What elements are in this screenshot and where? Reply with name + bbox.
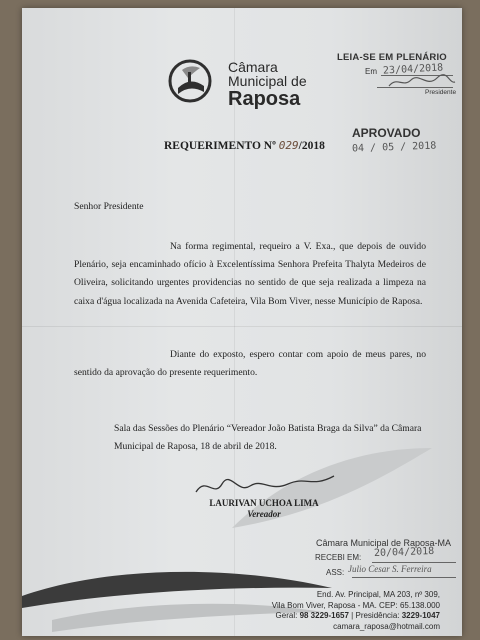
salutation: Senhor Presidente bbox=[74, 201, 144, 212]
stamp-recebido-ass-label: ASS: bbox=[326, 568, 345, 577]
stamp-plenario-sign-line bbox=[377, 87, 453, 88]
org-name bbox=[228, 60, 307, 109]
stamp-aprovado-date: 04 / 05 / 2018 bbox=[351, 140, 437, 155]
footer-pres-phone: 3229-1047 bbox=[401, 611, 440, 620]
footer-address-line1: End. Av. Principal, MA 203, nº 309, bbox=[316, 590, 440, 599]
footer-address-line2: Vila Bom Viver, Raposa - MA. CEP: 65.138.000 bbox=[271, 600, 440, 610]
org-name-line1: Câmara bbox=[228, 59, 278, 75]
stamp-recebido-title: Câmara Municipal de Raposa-MA bbox=[316, 538, 452, 548]
stamp-plenario-em-label: Em bbox=[365, 67, 377, 76]
signer-name: LAURIVAN UCHOA LIMA bbox=[209, 498, 319, 508]
org-name-line2: Municipal de bbox=[228, 73, 307, 89]
stamp-aprovado-title: APROVADO bbox=[352, 126, 421, 140]
stamp-plenario-title: LEIA-SE EM PLENÁRIO bbox=[337, 52, 447, 63]
stamp-aprovado bbox=[352, 126, 436, 153]
footer-email: camara_raposa@hotmail.com bbox=[333, 621, 440, 631]
stamp-recebido-ass-value: Julio Cesar S. Ferreira bbox=[348, 564, 432, 574]
body-paragraph-2: Diante do exposto, espero contar com apoio de meus pares, no sentido da aprovação do presente requerimento. bbox=[74, 349, 426, 379]
camara-logo-icon bbox=[168, 58, 224, 104]
stamp-plenario-date: 23/04/2018 bbox=[382, 62, 444, 77]
stamp-recebido-label: RECEBI EM: bbox=[315, 553, 362, 562]
stamp-plenario-presidente-label: Presidente bbox=[425, 89, 457, 96]
document-title-suffix: /2018 bbox=[298, 140, 325, 152]
stamp-recebido-date-line bbox=[372, 562, 456, 563]
stamp-recebido-date: 20/04/2018 bbox=[373, 545, 435, 560]
footer-phones bbox=[272, 611, 440, 622]
closing-paragraph: Sala das Sessões do Plenário “Vereador João Batista Braga da Silva” da Câmara Municipal de Raposa, 18 de abril de 2018. bbox=[114, 423, 422, 453]
footer-contact bbox=[272, 590, 440, 632]
document-page bbox=[22, 8, 462, 636]
stamp-recebido-ass-line bbox=[352, 577, 456, 578]
footer-geral-label: Geral: bbox=[275, 611, 298, 620]
footer-geral-phone: 98 3229-1657 bbox=[299, 611, 349, 620]
document-title-prefix: REQUERIMENTO Nº bbox=[164, 140, 276, 152]
signer-role: Vereador bbox=[247, 509, 281, 519]
document-number: 029 bbox=[278, 139, 299, 152]
body-paragraph-1: Na forma regimental, requeiro a V. Exa., que depois de ouvido Plenário, seja encaminhado ofício à Excelentíssima Senhora Prefeita Thalyta Medeiros de Oliveira, solicitando urgentes providencias no sentido de que seja realizada a limpeza na caixa d'água localizada na Avenida Cafeteira, Vila Bom Viver, nesse Município de Raposa. bbox=[74, 241, 426, 307]
stamp-recebido bbox=[312, 538, 462, 577]
footer-pres-label: | Presidência: bbox=[348, 611, 400, 620]
org-name-line3: Raposa bbox=[228, 88, 301, 110]
handwritten-signature bbox=[192, 470, 342, 500]
document-title bbox=[164, 139, 325, 152]
stamp-leia-se-plenario bbox=[337, 52, 462, 100]
